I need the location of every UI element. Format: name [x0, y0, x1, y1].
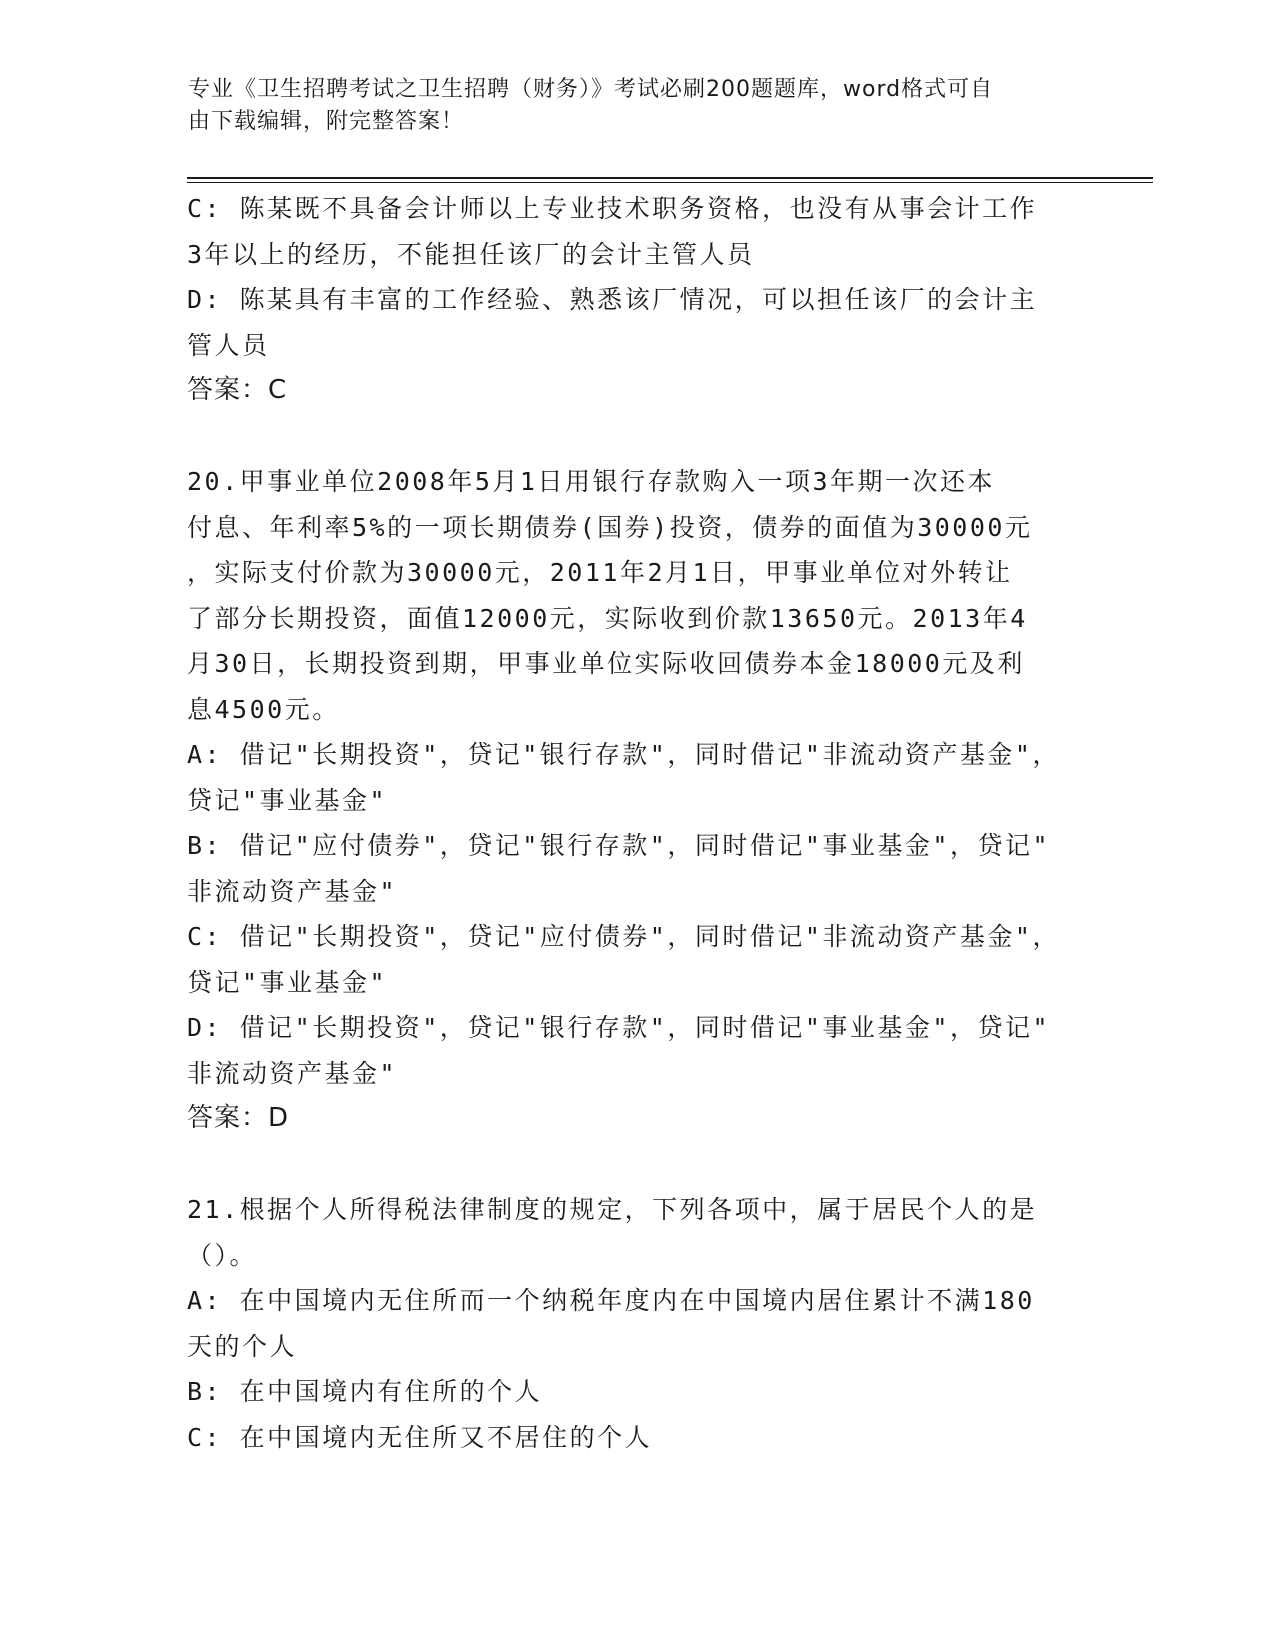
q20-stem-line-2: 付息、年利率5%的一项长期债券(国券)投资，债券的面值为30000元 [187, 512, 1033, 542]
header-divider-thick [187, 177, 1153, 179]
spacer [187, 1142, 1067, 1188]
q20-answer: 答案：D [187, 1103, 290, 1133]
question-20 [187, 459, 1067, 1142]
q20-option-d-line-1: D: 借记"长期投资"，贷记"银行存款"，同时借记"事业基金"，贷记" [187, 1013, 1051, 1042]
q20-stem-line-6: 息4500元。 [187, 694, 340, 724]
q20-option-c-line-2: 贷记"事业基金" [187, 967, 388, 997]
q21-stem-line-1: 21.根据个人所得税法律制度的规定，下列各项中，属于居民个人的是 [187, 1195, 1038, 1224]
page-header [188, 74, 1088, 138]
question-21 [187, 1187, 1067, 1460]
q20-option-b-line-1: B: 借记"应付债券"，贷记"银行存款"，同时借记"事业基金"，贷记" [187, 831, 1051, 860]
q20-option-b-line-2: 非流动资产基金" [187, 876, 398, 906]
q21-option-a-line-2: 天的个人 [187, 1331, 298, 1361]
q20-option-a-line-1: A: 借记"长期投资"，贷记"银行存款"，同时借记"非流动资产基金"， [187, 740, 1060, 769]
q21-option-c-line-1: C: 在中国境内无住所又不居住的个人 [187, 1422, 653, 1452]
question-19 [187, 186, 1067, 414]
q21-option-a-line-1: A: 在中国境内无住所而一个纳税年度内在中国境内居住累计不满180 [187, 1286, 1035, 1315]
q20-stem-line-1: 20.甲事业单位2008年5月1日用银行存款购入一项3年期一次还本 [187, 467, 996, 496]
header-divider-thin [187, 182, 1153, 183]
q20-stem-line-5: 月30日，长期投资到期，甲事业单位实际收回债券本金18000元及利 [187, 649, 1025, 678]
header-line-1: 专业《卫生招聘考试之卫生招聘（财务）》考试必刷200题题库，word格式可自 [188, 77, 994, 102]
question-content [187, 186, 1067, 1460]
q21-option-b-line-1: B: 在中国境内有住所的个人 [187, 1377, 543, 1406]
q21-stem-line-2: （）。 [187, 1240, 258, 1270]
q19-answer: 答案：C [187, 375, 288, 405]
q19-option-c-line-2: 3年以上的经历，不能担任该厂的会计主管人员 [187, 239, 755, 269]
q20-option-c-line-1: C: 借记"长期投资"，贷记"应付债券"，同时借记"非流动资产基金"， [187, 922, 1060, 951]
q20-option-d-line-2: 非流动资产基金" [187, 1058, 398, 1088]
spacer [187, 414, 1067, 460]
q20-stem-line-4: 了部分长期投资，面值12000元，实际收到价款13650元。2013年4 [187, 603, 1028, 633]
header-line-2: 由下载编辑，附完整答案！ [188, 109, 465, 134]
q20-option-a-line-2: 贷记"事业基金" [187, 785, 388, 815]
q19-option-d-line-1: D: 陈某具有丰富的工作经验、熟悉该厂情况，可以担任该厂的会计主 [187, 285, 1038, 314]
q19-option-d-line-2: 管人员 [187, 330, 270, 360]
q19-option-c-line-1: C: 陈某既不具备会计师以上专业技术职务资格，也没有从事会计工作 [187, 194, 1038, 223]
q20-stem-line-3: ，实际支付价款为30000元，2011年2月1日，甲事业单位对外转让 [187, 558, 1013, 587]
